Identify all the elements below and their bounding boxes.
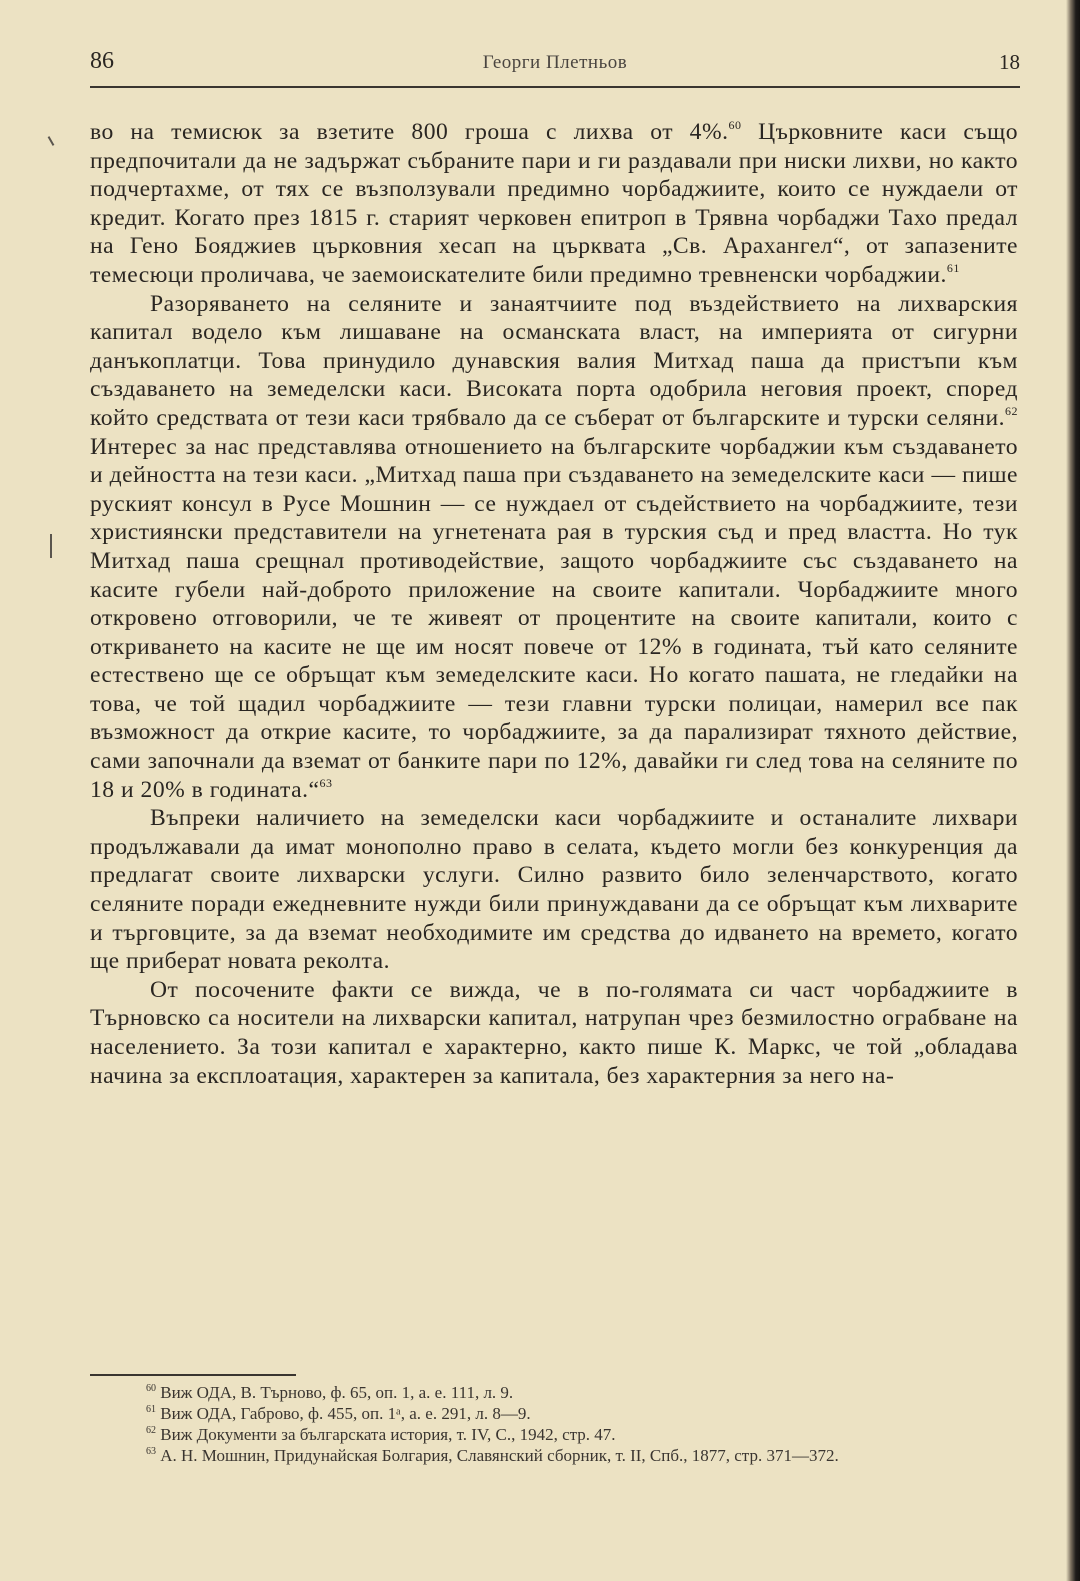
footnote: $^{61}$ Виж ОДА, Габрово, ф. 455, оп. 1ᵃ, а. е. 291, л. 8—9. bbox=[146, 1404, 531, 1423]
footnote: $^{60}$ Виж ОДА, В. Търново, ф. 65, оп. 1, а. е. 111, л. 9. bbox=[146, 1383, 514, 1402]
footnote-ref: 61 bbox=[946, 260, 960, 275]
margin-mark bbox=[48, 136, 55, 146]
footnote: $^{62}$ Виж Документи за българската история, т. IV, С., 1942, стр. 47. bbox=[146, 1425, 616, 1444]
footnote-ref: 63 bbox=[319, 775, 333, 790]
running-header bbox=[90, 46, 1020, 80]
page-edge-shadow bbox=[1066, 0, 1080, 1581]
page-number: 86 bbox=[90, 48, 114, 74]
running-head-author: Георги Плетньов bbox=[482, 52, 628, 73]
margin-mark bbox=[50, 534, 52, 558]
signature-mark: 18 bbox=[999, 50, 1020, 74]
footnote-rule bbox=[90, 1374, 296, 1376]
paragraph-2: Разоряването на селяните и занаятчиите под въздействието на лихварския капитал водело към лишаване на османската власт, на империята от сигурни данъкоплатци. Това принудило дунавския валия Митхад паша да пристъпи към създаването на земеделски каси. Високата порта одобрила неговия проект, според който средствата от тези каси трябвало да се съберат от българските и турски селяни.$^{62}$ Интерес за нас представлява отношението на българските чорбаджии към създаването и дейността на тези каси. „Митхад паша при създаването на земеделските каси — пише руският консул в Русе Мошнин — се нуждаел от съдействието на чорбаджиите, тези християнски представители на угнетената рая в турския съд и пред властта. Но тук Митхад паша срещнал противодействие, защото чорбаджиите със създаването на касите губели най-доброто приложение на своите капитали. Чорбаджиите много откровено отговорили, че те живеят от процентите на своите капитали, които с откриването на касите не ще им носят повече от 12% в годината, тъй като селяните естествено ще се обръщат към земеделските каси. Но когато пашата, не гледайки на това, че той щадил чорбаджиите — тези главни турски полицаи, намерил все пак възможност да открие касите, то чорбаджиите, за да парализират тяхното действие, сами започнали да вземат от банките пари по 12%, давайки ги след това на селяните по 18 и 20% в годината.“$^{63}$ bbox=[90, 290, 1018, 803]
footnotes bbox=[90, 1382, 990, 1466]
footnote: $^{63}$ А. Н. Мошнин, Придунайская Болгария, Славянский сборник, т. II, Спб., 1877, стр. 371—372. bbox=[146, 1446, 839, 1465]
footnote-ref: 60 bbox=[728, 118, 742, 132]
paragraph-4: От посочените факти се вижда, че в по-голямата си част чорбаджиите в Търновско са носители на лихварски капитал, натрупан чрез безмилостно ограбване на населението. За този капитал е характерно, както пише К. Маркс, че той „обладава начина за експлоатация, характерен за капитала, без характерния за него на- bbox=[90, 976, 1018, 1089]
header-rule bbox=[90, 86, 1020, 88]
paragraph-1: во на темисюк за взетите 800 гроша с лихва от 4%.$^{60}$ Църковните каси също предпочитали да не задържат събраните пари и ги раздавали при ниски лихви, но както подчертахме, от тях се възползували предимно чорбаджиите, които се нуждаели от кредит. Когато през 1815 г. старият черковен епитроп в Трявна чорбаджи Тахо предал на Гено Бояджиев църковния хесап на църквата „Св. Арахангел“, от запазените темесюци проличава, че заемоискателите били предимно тревненски чорбаджии.$^{61}$ bbox=[90, 118, 1018, 288]
footnote-ref: 62 bbox=[1005, 403, 1018, 418]
paragraph-3: Въпреки наличието на земеделски каси чорбаджиите и останалите лихвари продължавали да имат монополно право в селата, където могли без конкуренция да предлагат своите лихварски услуги. Силно развито било зеленчарството, когато селяните поради ежедневните нужди били принуждавани да се обръщат към лихварите и търговците, за да вземат необходимите им средства до идването на времето, когато ще приберат новата реколта. bbox=[90, 805, 1018, 975]
main-text bbox=[90, 118, 1018, 1090]
